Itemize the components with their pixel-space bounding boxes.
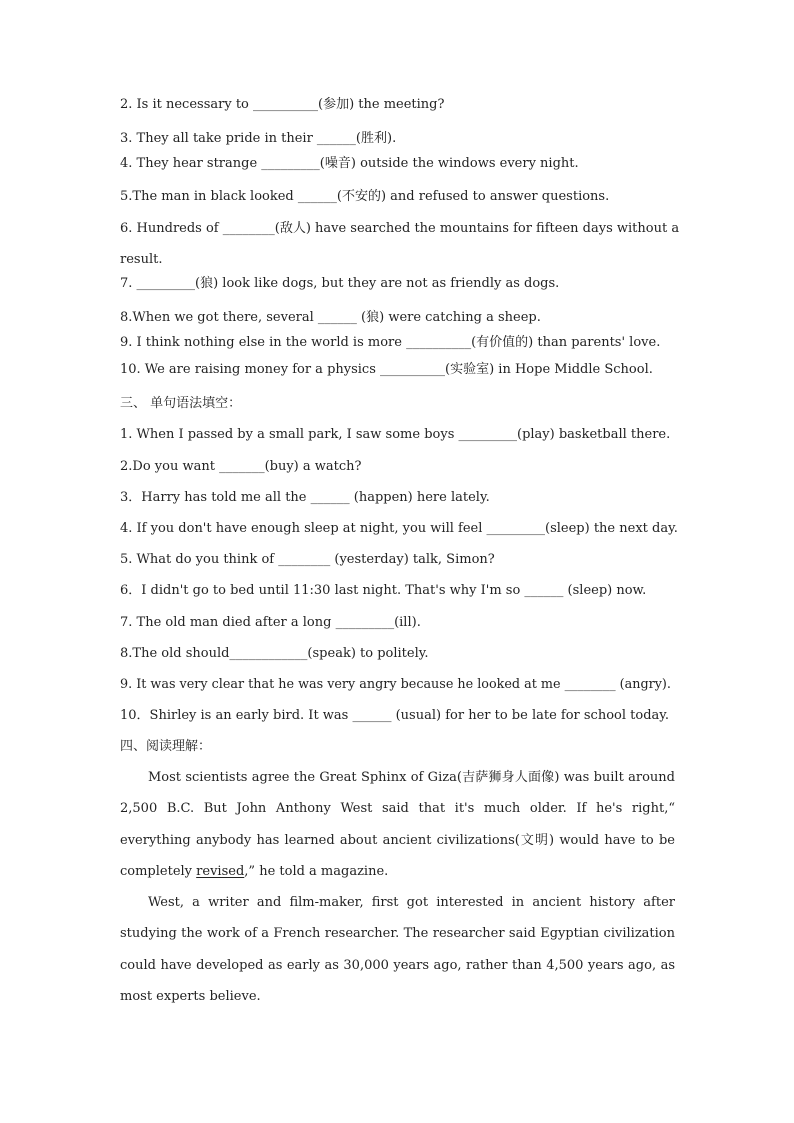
section-3-heading: 三、 单句语法填空： [120,396,242,411]
grammar-item-1: 1. When I passed by a small park, I saw some boys _________(play) basketball there. [120,427,671,442]
reading-paragraph-2: West, a writer and film-maker, first got interested in ancient history after studying the work of a French researcher. The researcher said Egyptian civilization could have developed as early as 30,000 years ago, rather than 4,500 years ago, as most experts believe. [120,895,675,1004]
vocab-item-3: 3. They all take pride in their ______(胜利). [120,131,397,146]
underlined-word: revised [196,863,245,879]
reading-p1-text: Most scientists agree the Great Sphinx of Giza(吉萨狮身人面像) was built around 2,500 B.C. But John Anthony West said that it's much older. If he's right,“ everything anybody has learned about ancient civilizations(文明) would have to be completely [120,770,675,879]
grammar-item-10: 10．Shirley is an early bird. It was ______ (usual) for her to be late for school today. [120,708,670,723]
grammar-item-3: 3．Harry has told me all the ______ (happen) here lately. [120,490,490,505]
grammar-item-9: 9. It was very clear that he was very angry because he looked at me ________ (angry). [120,677,671,692]
vocab-item-4: 4. They hear strange _________(噪音) outside the windows every night. [120,156,579,171]
grammar-item-2: 2.Do you want _______(buy) a watch? [120,459,362,474]
grammar-item-7: 7. The old man died after a long _________(ill). [120,615,421,630]
reading-p1-end: ,” he told a magazine. [244,863,389,879]
grammar-item-5: 5. What do you think of ________ (yesterday) talk, Simon? [120,552,495,567]
reading-paragraph-1 [120,762,675,887]
vocab-item-8: 8.When we got there, several ______ (狼) were catching a sheep. [120,310,541,325]
vocab-item-9: 9. I think nothing else in the world is more __________(有价值的) than parents' love. [120,335,661,350]
grammar-item-6: 6．I didn't go to bed until 11:30 last night. That's why I'm so ______ (sleep) now. [120,583,647,598]
vocab-item-2: 2. Is it necessary to __________(参加) the meeting? [120,97,445,112]
grammar-item-8: 8.The old should____________(speak) to politely. [120,646,429,661]
vocab-item-5: 5.The man in black looked ______(不安的) and refused to answer questions. [120,189,610,204]
section-4-heading: 四、阅读理解： [120,739,212,754]
grammar-item-4: 4. If you don't have enough sleep at night, you will feel _________(sleep) the next day. [120,521,678,536]
vocab-item-6: 6. Hundreds of ________(敌人) have searched the mountains for fifteen days without a [120,221,680,236]
vocab-item-7: 7. _________(狼) look like dogs, but they are not as friendly as dogs. [120,276,560,291]
vocab-item-10: 10. We are raising money for a physics __________(实验室) in Hope Middle School. [120,362,653,377]
vocab-item-6-cont: result. [120,252,163,267]
